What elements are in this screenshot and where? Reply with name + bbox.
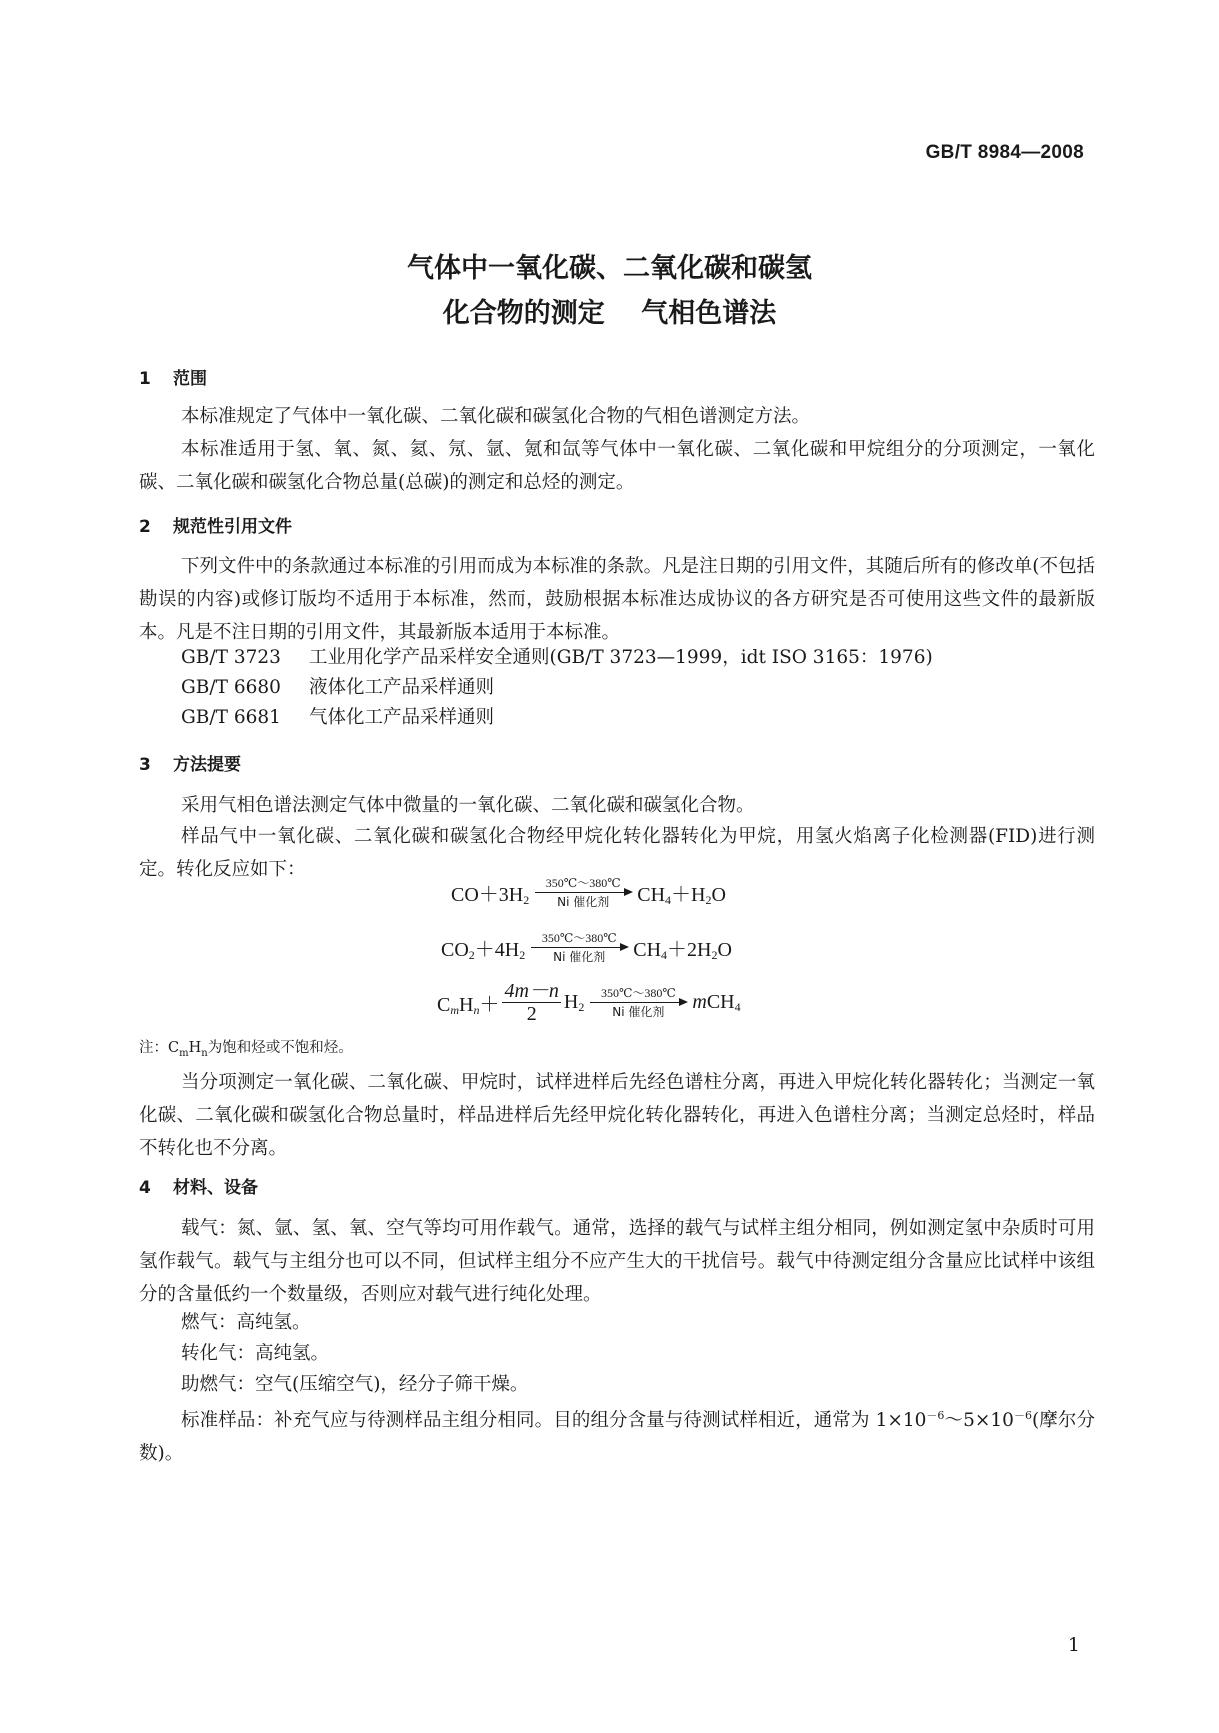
section-3-heading <box>139 750 241 775</box>
hydrogen: $H_2$ <box>563 990 585 1014</box>
document-title <box>0 246 1219 336</box>
reference-code: GB/T 3723 <box>181 647 281 668</box>
products: mCH$_4$ <box>692 990 741 1014</box>
products: $CH_4+H_2O$ <box>637 883 726 907</box>
reaction-condition: 350℃～380℃ <box>545 876 621 890</box>
section-title: 范围 <box>173 369 207 389</box>
section-3-paragraph-2: 样品气中一氧化碳、二氧化碳和碳氢化合物经甲烷化转化器转化为甲烷，用氢火焰离子化检测器(FID)进行测定。转化反应如下： <box>139 826 1095 880</box>
section-title: 材料、设备 <box>173 1178 258 1198</box>
reaction-arrow <box>590 986 686 1019</box>
page-number: 1 <box>1067 1634 1080 1656</box>
section-title: 方法提要 <box>173 755 241 775</box>
reaction-catalyst: Ni 催化剂 <box>612 1005 665 1019</box>
section-3-paragraph-3: 当分项测定一氧化碳、二氧化碳、甲烷时，试样进样后先经色谱柱分离，再进入甲烷化转化器转化；当测定一氧化碳、二氧化碳和碳氢化合物总量时，样品进样后先经甲烷化转化器转化，再进入色谱柱分离；当测定总烃时，样品不转化也不分离。 <box>139 1072 1095 1159</box>
reaction-catalyst: Ni 催化剂 <box>557 895 610 909</box>
reference-title: 液体化工产品采样通则 <box>309 677 495 698</box>
section-number: 1 <box>139 369 151 389</box>
reference-code: GB/T 6680 <box>181 677 281 698</box>
reaction-condition: 350℃～380℃ <box>541 931 617 945</box>
reaction-arrow <box>531 931 627 964</box>
reaction-catalyst: Ni 催化剂 <box>553 950 606 964</box>
fraction-denominator: 2 <box>526 1003 537 1025</box>
section-4-heading <box>139 1173 258 1198</box>
section-2-paragraph-1: 下列文件中的条款通过本标准的引用而成为本标准的条款。凡是注日期的引用文件，其随后所有的修改单(不包括勘误的内容)或修订版均不适用于本标准，然而，鼓励根据本标准达成协议的各方研究是否可使用这些文件的最新版本。凡是不注日期的引用文件，其最新版本适用于本标准。 <box>139 556 1095 643</box>
reference-title: 气体化工产品采样通则 <box>309 707 495 728</box>
reference-code: GB/T 6681 <box>181 707 281 728</box>
section-number: 2 <box>139 517 151 537</box>
section-1-heading <box>139 364 207 389</box>
arrow-line <box>535 892 631 893</box>
reaction-condition: 350℃～380℃ <box>600 986 676 1000</box>
products: $CH_4+2H_2O$ <box>633 938 732 962</box>
title-line-1: 气体中一氧化碳、二氧化碳和碳氢 <box>407 253 812 284</box>
reaction-equation-1 <box>451 876 726 909</box>
reference-item <box>181 671 494 704</box>
section-number: 3 <box>139 755 151 775</box>
reference-item <box>181 701 494 734</box>
reference-title: 工业用化学产品采样安全通则(GB/T 3723—1999，idt ISO 3165：1976) <box>309 647 933 668</box>
section-4-paragraph-1: 载气：氮、氩、氢、氧、空气等均可用作载气。通常，选择的载气与试样主组分相同，例如测定氢中杂质时可用氢作载气。载气与主组分也可以不同，但试样主组分不应产生大的干扰信号。载气中待测定组分含量应比试样中该组分的含量低约一个数量级，否则应对载气进行纯化处理。 <box>139 1218 1095 1305</box>
reference-item <box>181 641 933 674</box>
reaction-arrow <box>535 876 631 909</box>
section-3-paragraph-1: 采用气相色谱法测定气体中微量的一氧化碳、二氧化碳和碳氢化合物。 <box>181 795 755 816</box>
section-1-paragraph-1: 本标准规定了气体中一氧化碳、二氧化碳和碳氢化合物的气相色谱测定方法。 <box>181 406 811 427</box>
arrow-line <box>590 1002 686 1003</box>
reaction-equation-2 <box>441 931 732 964</box>
reactants: $CO_2+4H_2$ <box>441 938 526 962</box>
reaction-note: 注：$C_mH_n$为饱和烃或不饱和烃。 <box>139 1040 353 1059</box>
stoichiometric-fraction <box>502 980 560 1025</box>
section-4-paragraph-4: 助燃气：空气(压缩空气)，经分子筛干燥。 <box>181 1374 529 1395</box>
reactants: $C_mH_n+$ <box>437 993 500 1017</box>
section-4-paragraph-3: 转化气：高纯氢。 <box>181 1343 330 1364</box>
fraction-numerator: 4m－n <box>504 980 559 1002</box>
reactants: $CO+3H_2$ <box>451 883 530 907</box>
section-4-paragraph-5: 标准样品：补充气应与待测样品主组分相同。目的组分含量与待测试样相近，通常为 $1\times 10^{-6}\sim 5\times 10^{-6}$(摩尔分数)。 <box>139 1409 1096 1465</box>
title-line-2: 化合物的测定 气相色谱法 <box>442 298 777 329</box>
section-number: 4 <box>139 1178 151 1198</box>
section-1-paragraph-2: 本标准适用于氢、氧、氮、氦、氖、氩、氪和氙等气体中一氧化碳、二氧化碳和甲烷组分的分项测定，一氧化碳、二氧化碳和碳氢化合物总量(总碳)的测定和总烃的测定。 <box>139 439 1095 493</box>
section-title: 规范性引用文件 <box>173 517 292 537</box>
section-2-heading <box>139 512 292 537</box>
reaction-equation-3 <box>437 980 741 1025</box>
arrow-line <box>531 947 627 948</box>
section-4-paragraph-2: 燃气：高纯氢。 <box>181 1312 311 1333</box>
standard-code: GB/T 8984—2008 <box>925 142 1084 163</box>
